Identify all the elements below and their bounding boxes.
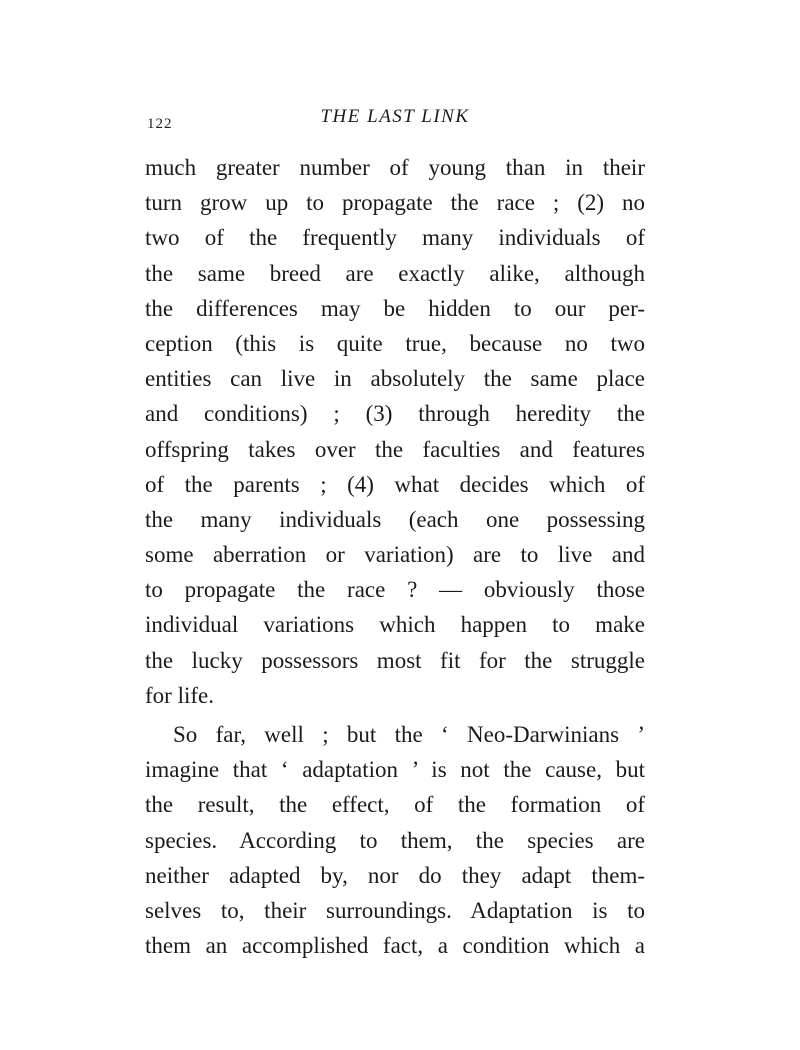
running-head: THE LAST LINK [320,106,470,127]
text-line: the differences may be hidden to our per- [145,295,645,321]
text-line: the lucky possessors most fit for the struggle [145,647,645,673]
text-line: selves to, their surroundings. Adaptation is to [145,897,645,923]
text-line: the same breed are exactly alike, although [145,260,645,286]
text-line: entities can live in absolutely the same place [145,366,645,392]
text-line: some aberration or variation) are to live and [145,542,645,568]
text-line: individual variations which happen to make [145,612,645,638]
text-line: offspring takes over the faculties and features [145,436,645,462]
paragraph-2 [145,717,645,963]
text-line: them an accomplished fact, a condition which a [145,933,645,959]
body-text [145,150,645,963]
paragraph-1 [145,150,645,713]
text-line: So far, well ; but the ‘ Neo-Darwinians ’ [173,722,645,747]
text-line: the many individuals (each one possessing [145,506,645,532]
text-line: ception (this is quite true, because no two [145,330,645,356]
text-line: the result, the effect, of the formation of [145,792,645,818]
text-line: turn grow up to propagate the race ; (2) no [145,190,645,216]
text-line: of the parents ; (4) what decides which of [145,471,645,497]
text-line: imagine that ‘ adaptation ’ is not the cause, but [145,757,645,783]
text-line: for life. [145,682,214,708]
page-number: 122 [147,116,173,132]
text-line: neither adapted by, nor do they adapt them- [145,862,645,888]
text-line: to propagate the race ? — obviously those [145,577,645,603]
text-line: and conditions) ; (3) through heredity the [145,401,645,427]
page-header [145,104,645,134]
text-line: two of the frequently many individuals of [145,225,645,251]
text-line: much greater number of young than in their [145,155,645,180]
text-line: species. According to them, the species are [145,827,645,853]
